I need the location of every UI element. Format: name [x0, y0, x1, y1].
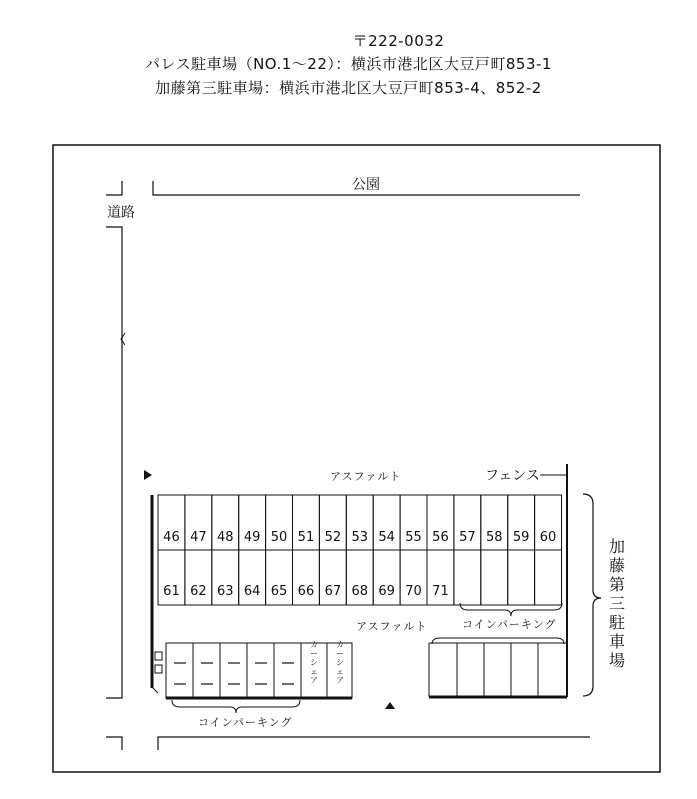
space-number-46: 46 — [163, 530, 180, 545]
space-number-53: 53 — [351, 530, 369, 545]
coin-space-2 — [481, 550, 508, 605]
wheel-stoppers — [174, 663, 294, 684]
carshare-label-1: カーシェア — [310, 640, 318, 685]
space-number-63: 63 — [216, 584, 234, 599]
coin-space-3 — [508, 550, 535, 605]
space-number-57: 57 — [459, 530, 476, 545]
road-label: 道路 — [107, 205, 135, 221]
road-left-edge — [106, 227, 122, 698]
coin-space-1 — [454, 550, 481, 605]
postal-code: 〒222-0032 — [352, 32, 445, 50]
parking-row-top — [158, 495, 562, 550]
space-number-50: 50 — [270, 530, 288, 545]
space-number-64: 64 — [243, 584, 261, 599]
gate-hinge — [151, 686, 158, 693]
kato-lot-name: 加藤第三駐車場 — [608, 537, 626, 670]
entrance-arrow-right — [144, 470, 152, 480]
asphalt-label-top: アスファルト — [330, 470, 402, 483]
gate-post-1 — [155, 652, 162, 660]
space-number-62: 62 — [190, 584, 207, 599]
park-label: 公園 — [352, 177, 380, 193]
coin-spaces-bottom-left — [166, 643, 352, 698]
space-number-48: 48 — [216, 530, 234, 545]
road-corner-bottom-left — [106, 737, 122, 750]
space-number-70: 70 — [405, 584, 422, 599]
map-frame — [53, 145, 660, 772]
gate-post-2 — [155, 665, 162, 673]
road-bottom-edge — [158, 737, 590, 750]
space-number-66: 66 — [297, 584, 315, 599]
space-number-65: 65 — [270, 584, 288, 599]
space-number-61: 61 — [163, 584, 180, 599]
space-number-69: 69 — [378, 584, 395, 599]
space-number-58: 58 — [485, 530, 503, 545]
coin-space-4 — [535, 550, 562, 605]
fence-label: フェンス — [485, 468, 540, 484]
space-number-52: 52 — [324, 530, 342, 545]
space-number-60: 60 — [539, 530, 557, 545]
coin-parking-right-label: コインパーキング — [462, 618, 557, 631]
coin-parking-bottom-label: コインパーキング — [198, 716, 293, 729]
address-line-kato: 加藤第三駐車場：横浜市港北区大豆戸町853-4、852-2 — [155, 79, 542, 97]
road-corner-top-left — [106, 181, 122, 195]
address-line-palace: パレス駐車場（NO.1～22）：横浜市港北区大豆戸町853-1 — [145, 55, 552, 73]
carshare-label-2: カーシェア — [336, 640, 344, 685]
space-number-68: 68 — [351, 584, 369, 599]
kato-lot-brace — [583, 494, 601, 696]
space-number-51: 51 — [297, 530, 315, 545]
space-number-54: 54 — [378, 530, 395, 545]
space-number-56: 56 — [432, 530, 449, 545]
coin-spaces-bottom-right — [429, 643, 567, 697]
space-number-55: 55 — [405, 530, 422, 545]
space-number-71: 71 — [432, 584, 449, 599]
space-number-49: 49 — [243, 530, 261, 545]
asphalt-label-bottom: アスファルト — [356, 620, 428, 633]
coin-parking-bottom-bracket — [172, 700, 300, 713]
entrance-arrow-up — [385, 702, 395, 709]
parking-row-bottom — [158, 550, 562, 605]
space-number-67: 67 — [324, 584, 342, 599]
space-number-59: 59 — [512, 530, 530, 545]
space-number-47: 47 — [190, 530, 207, 545]
